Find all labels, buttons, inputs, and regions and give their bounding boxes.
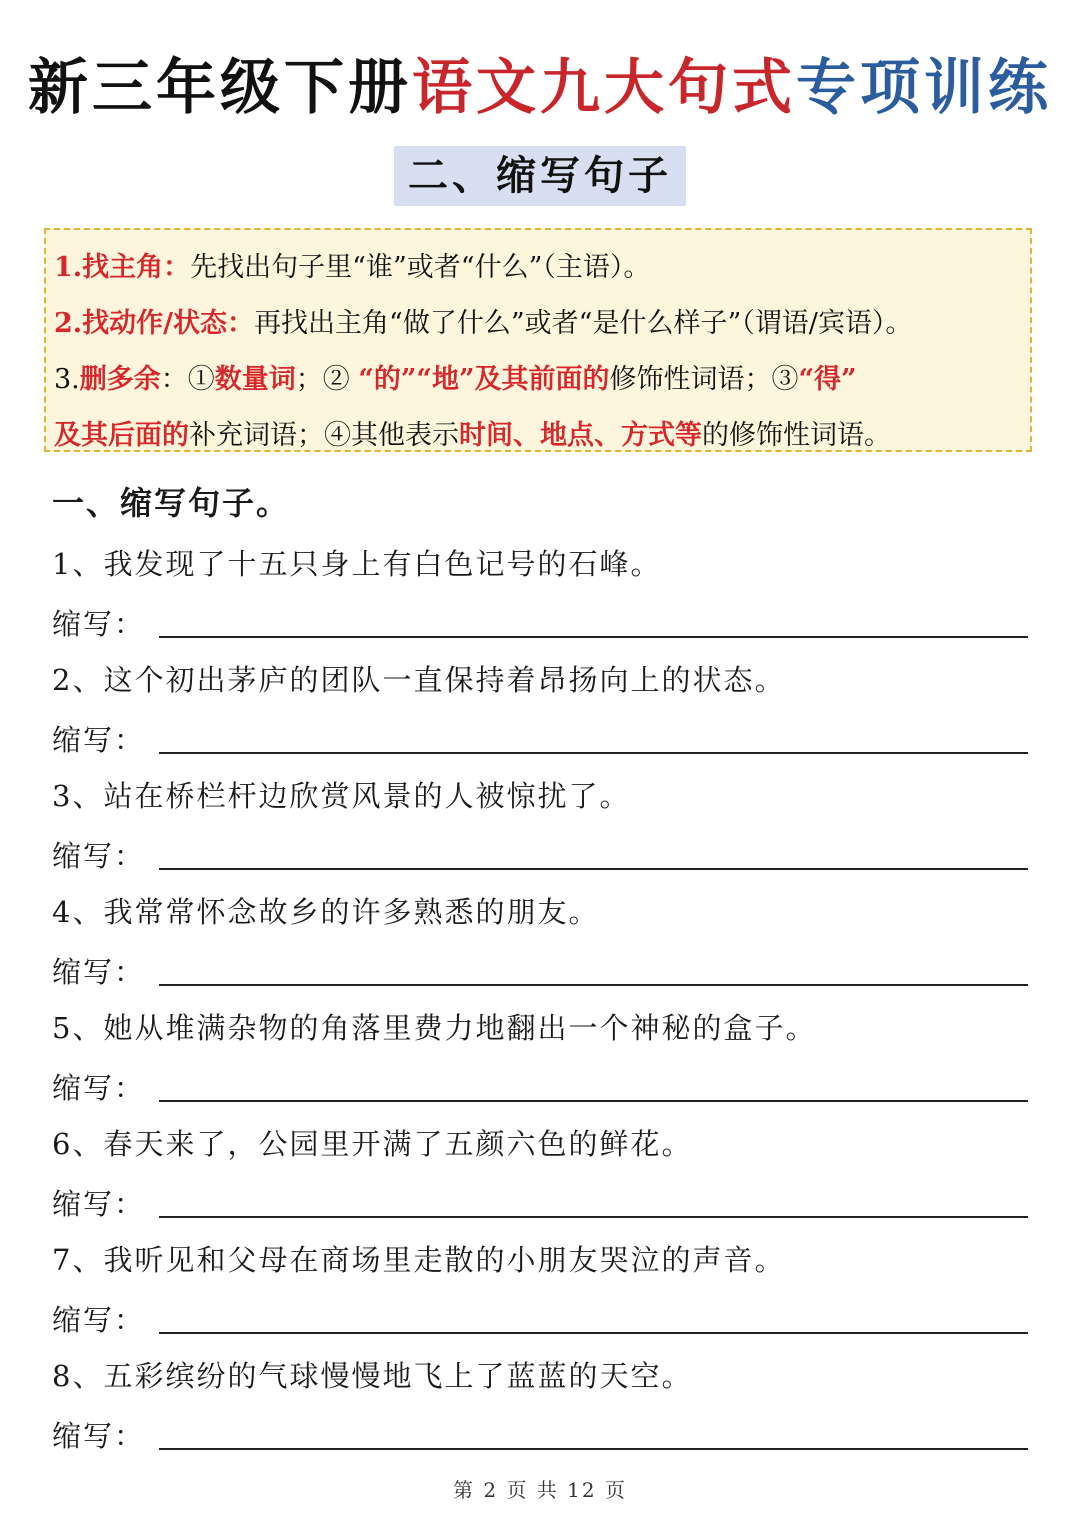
answer-blank[interactable] [159, 1446, 1028, 1450]
tip-3-mid1: ；② [295, 364, 359, 395]
tip-text-2: 再找出主角“做了什么”或者“是什么样子”（谓语/宾语）。 [254, 308, 913, 339]
answer-label: 缩写： [52, 955, 146, 989]
subtitle-wrapper [0, 146, 1080, 206]
answer-blank[interactable] [159, 982, 1028, 986]
title-topic: 语文九大句式 [412, 53, 796, 123]
page-title [0, 48, 1080, 128]
answer-blank[interactable] [159, 1330, 1028, 1334]
answer-row [52, 1402, 1028, 1462]
tip-4-mid1: 补充词语；④其他表示 [189, 420, 459, 451]
answer-blank[interactable] [159, 634, 1028, 638]
exercise-heading: 一、缩写句子。 [52, 484, 291, 522]
question-text: 3、站在桥栏杆边欣赏风景的人被惊扰了。 [52, 779, 631, 813]
question-text: 2、这个初出茅庐的团队一直保持着昂扬向上的状态。 [52, 663, 786, 697]
question-item [52, 1350, 1028, 1466]
answer-label: 缩写： [52, 607, 146, 641]
question-text: 6、春天来了，公园里开满了五颜六色的鲜花。 [52, 1127, 693, 1161]
answer-label: 缩写： [52, 1071, 146, 1105]
answer-row [52, 822, 1028, 882]
answer-row [52, 938, 1028, 998]
question-item [52, 1002, 1028, 1118]
tip-label-1: 1.找主角： [54, 252, 191, 283]
page-number: 第 2 页 共 12 页 [453, 1478, 627, 1502]
answer-row [52, 1286, 1028, 1346]
tip-line-3 [54, 352, 1024, 408]
tip-3-prefix: 3. [54, 364, 80, 395]
tip-3-mid2: 修饰性词语；③ [609, 364, 799, 395]
tip-3-red3: “得” [798, 364, 857, 395]
question-item [52, 886, 1028, 1002]
section-subtitle: 二、缩写句子 [394, 146, 686, 206]
question-text: 1、我发现了十五只身上有白色记号的石峰。 [52, 547, 662, 581]
tip-text-1: 先找出句子里“谁”或者“什么”（主语）。 [190, 252, 651, 283]
title-grade: 新三年级下册 [28, 53, 412, 123]
tip-line-4 [54, 408, 1024, 464]
question-item [52, 1118, 1028, 1234]
question-list [52, 538, 1028, 1466]
answer-row [52, 1170, 1028, 1230]
answer-label: 缩写： [52, 1303, 146, 1337]
answer-row [52, 590, 1028, 650]
question-text: 8、五彩缤纷的气球慢慢地飞上了蓝蓝的天空。 [52, 1359, 693, 1393]
question-item [52, 1234, 1028, 1350]
answer-blank[interactable] [159, 1214, 1028, 1218]
tips-box [44, 228, 1032, 452]
question-item [52, 538, 1028, 654]
question-item [52, 654, 1028, 770]
answer-label: 缩写： [52, 839, 146, 873]
tip-4-red1: 及其后面的 [54, 420, 189, 451]
tip-label-3: 删多余 [79, 364, 161, 395]
answer-blank[interactable] [159, 866, 1028, 870]
question-text: 4、我常常怀念故乡的许多熟悉的朋友。 [52, 895, 600, 929]
answer-row [52, 1054, 1028, 1114]
answer-blank[interactable] [159, 750, 1028, 754]
tip-3-red1: 数量词 [214, 364, 296, 395]
answer-label: 缩写： [52, 1187, 146, 1221]
question-text: 5、她从堆满杂物的角落里费力地翻出一个神秘的盒子。 [52, 1011, 817, 1045]
answer-row [52, 706, 1028, 766]
answer-label: 缩写： [52, 1419, 146, 1453]
question-text: 7、我听见和父母在商场里走散的小朋友哭泣的声音。 [52, 1243, 786, 1277]
tip-line-2 [54, 296, 1024, 352]
question-item [52, 770, 1028, 886]
tip-4-mid2: 的修饰性词语。 [702, 420, 891, 451]
tip-3-colon: ：① [160, 364, 215, 395]
tip-4-red2: 时间、地点、方式等 [459, 420, 702, 451]
title-training: 专项训练 [796, 53, 1052, 123]
tip-3-red2: “的”“地”及其前面的 [358, 364, 610, 395]
answer-label: 缩写： [52, 723, 146, 757]
tip-label-2: 2.找动作/状态： [54, 308, 255, 339]
tip-line-1 [54, 240, 1024, 296]
answer-blank[interactable] [159, 1098, 1028, 1102]
